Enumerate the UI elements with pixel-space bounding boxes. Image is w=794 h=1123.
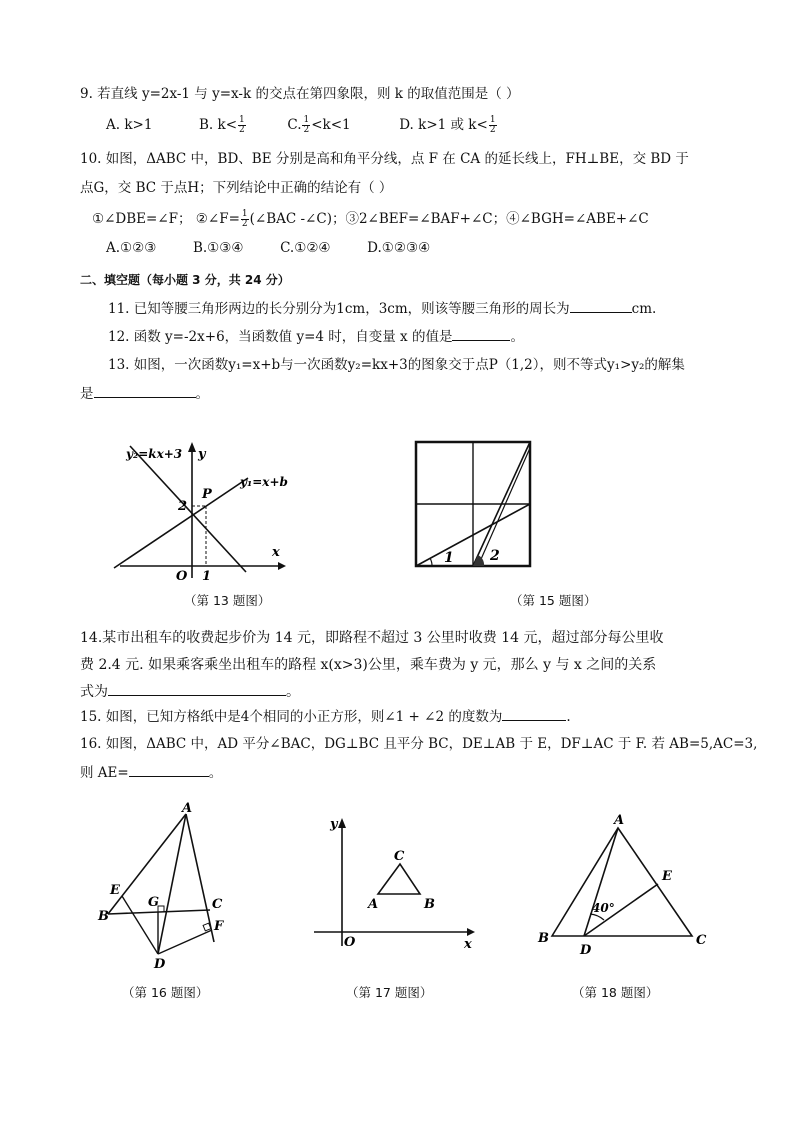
fig13-line-y2 xyxy=(130,446,246,572)
fig16-label-f: F xyxy=(214,919,224,934)
q9-option-d: D. k>1 或 k< $\frac{1}{2}$ xyxy=(399,115,496,135)
fig13-point-p: P xyxy=(202,487,212,502)
fig18-ad xyxy=(584,828,618,936)
fig13-label-y1: y₁=x+b xyxy=(240,475,288,489)
q10-stem-line1: 10. 如图，ΔABC 中，BD、BE 分别是高和角平分线，点 F 在 CA 的延长线上，FH⊥BE，交 BD 于 xyxy=(80,151,689,167)
fig16-label-b: B xyxy=(98,909,109,924)
fig16-label-a: A xyxy=(182,801,193,816)
fig13-label-y: y xyxy=(198,447,206,462)
q16-line1: 16. 如图，ΔABC 中，AD 平分∠BAC，DG⊥BC 且平分 BC，DE⊥AB 于 E，DF⊥AC 于 F. 若 AB=5,AC=3, xyxy=(80,736,758,752)
q10-stem-line2: 点G，交 BC 于点H；下列结论中正确的结论有（ ） xyxy=(80,180,393,196)
figure-13 xyxy=(108,438,308,588)
q15: 15. 如图，已知方格纸中是4个相同的小正方形，则∠1 + ∠2 的度数为 . xyxy=(80,706,571,727)
half-fraction: $\frac{1}{2}$ xyxy=(489,115,496,135)
q12: 12. 函数 y=-2x+6，当函数值 y=4 时，自变量 x 的值是 。 xyxy=(108,326,524,347)
fig13-label-y2: y₂=kx+3 xyxy=(126,447,183,461)
fig13-tick-1: 1 xyxy=(202,569,212,584)
q10-option-c: C.①②④ xyxy=(280,240,331,256)
fig16-label-e: E xyxy=(110,883,120,898)
fig18-label-c: C xyxy=(696,933,707,948)
q9-options xyxy=(106,115,498,135)
fig17-caption: （第 17 题图） xyxy=(346,985,433,1000)
fig17-label-a: A xyxy=(368,897,379,912)
q10-conclusions: ①∠DBE=∠F； ②∠F= $\frac{1}{2}$ (∠BAC -∠C)；③2∠BEF=∠BAF+∠C；④∠BGH=∠ABE+∠C xyxy=(92,209,649,229)
q14-line2: 费 2.4 元. 如果乘客乘坐出租车的路程 x(x>3)公里，乘车费为 y 元，那么 y 与 x 之间的关系 xyxy=(80,657,657,673)
q11-blank xyxy=(570,298,632,313)
q12-blank xyxy=(452,326,510,341)
fig13-tick-2: 2 xyxy=(178,499,188,514)
q9-stem: 9. 若直线 y=2x-1 与 y=x-k 的交点在第四象限，则 k 的取值范围是（ ） xyxy=(80,86,520,102)
fig18-angle-label: 40° xyxy=(592,901,615,915)
fig18-label-d: D xyxy=(580,943,592,958)
q9-option-a: A. k>1 xyxy=(106,117,153,133)
fig13-line-y1 xyxy=(114,478,248,568)
q10-option-a: A.①②③ xyxy=(106,240,157,256)
fig18-label-e: E xyxy=(662,869,672,884)
fig18-label-b: B xyxy=(538,931,549,946)
fig15-caption: （第 15 题图） xyxy=(510,593,597,608)
q10-options xyxy=(106,238,430,258)
fig17-y-arrow xyxy=(338,818,346,828)
fig17-label-b: B xyxy=(424,897,435,912)
fig17-x-arrow xyxy=(467,928,475,936)
fig16-label-g: G xyxy=(148,895,160,910)
fig18-caption: （第 18 题图） xyxy=(572,985,659,1000)
fig17-label-c: C xyxy=(394,849,405,864)
q15-blank xyxy=(502,706,566,721)
fig16-caption: （第 16 题图） xyxy=(122,985,209,1000)
figure-15 xyxy=(414,440,554,585)
fig16-side-ab xyxy=(108,814,186,914)
fig13-x-arrow xyxy=(278,562,286,570)
half-fraction: $\frac{1}{2}$ xyxy=(241,209,248,229)
fig15-angle2-label: 2 xyxy=(490,548,500,564)
q10-option-d: D.①②③④ xyxy=(367,240,431,256)
fig13-y-arrow xyxy=(188,442,196,452)
half-fraction: $\frac{1}{2}$ xyxy=(303,115,310,135)
fig16-side-ad xyxy=(158,814,186,954)
fig16-label-c: C xyxy=(212,897,223,912)
q10-option-b: B.①③④ xyxy=(192,240,244,256)
q14-line1: 14.某市出租车的收费起步价为 14 元，即路程不超过 3 公里时收费 14 元，超过部分每公里收 xyxy=(80,630,664,646)
section-fill-in-title: 二、填空题（每小题 3 分，共 24 分） xyxy=(80,273,290,287)
fig17-label-o: O xyxy=(344,935,356,950)
q16-blank xyxy=(129,762,209,777)
fig13-caption: （第 13 题图） xyxy=(184,593,271,608)
figure-18 xyxy=(538,808,718,968)
q9-option-c: C. $\frac{1}{2}$ <k<1 xyxy=(287,115,351,135)
fig16-label-d: D xyxy=(154,957,166,972)
q9-option-b: B. k< $\frac{1}{2}$ xyxy=(199,115,245,135)
fig17-triangle xyxy=(378,864,420,894)
fig15-diag-2b xyxy=(478,448,530,566)
fig17-label-y: y xyxy=(330,817,338,832)
q13-line2: 是 。 xyxy=(80,383,209,404)
fig15-angle1-label: 1 xyxy=(444,550,454,566)
q13-blank xyxy=(94,383,196,398)
q16-line2: 则 AE= 。 xyxy=(80,762,222,783)
q14-blank xyxy=(108,681,286,696)
q14-line3: 式为 。 xyxy=(80,681,300,702)
fig13-label-x: x xyxy=(272,545,280,560)
fig13-label-origin: O xyxy=(176,569,188,584)
fig16-side-ac-ext xyxy=(186,814,214,942)
fig18-label-a: A xyxy=(614,813,625,828)
q11: 11. 已知等腰三角形两边的长分别分为1cm，3cm，则该等腰三角形的周长为 cm. xyxy=(108,298,656,319)
q13-line1: 13. 如图，一次函数y₁=x+b与一次函数y₂=kx+3的图象交于点P（1,2），则不等式y₁>y₂的解集 xyxy=(108,357,685,373)
figure-17 xyxy=(312,812,482,952)
figure-16 xyxy=(98,802,238,972)
fig17-label-x: x xyxy=(464,937,472,952)
half-fraction: $\frac{1}{2}$ xyxy=(239,115,245,135)
fig16-df xyxy=(158,930,212,954)
